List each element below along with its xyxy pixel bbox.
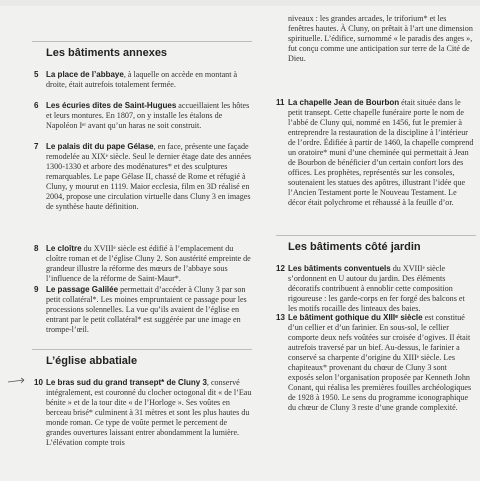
entry-heading: Le cloître <box>46 244 82 253</box>
entry-heading: Les écuries dites de Saint-Hugues <box>46 101 177 110</box>
entry-6 <box>34 101 252 131</box>
entry-heading: Le passage Galilée <box>46 285 119 294</box>
entry-number: 11 <box>276 98 285 107</box>
entry-heading: Le bras sud du grand transept* de Cluny 3 <box>46 378 207 387</box>
entry-heading: Les bâtiments conventuels <box>288 264 391 273</box>
entry-number: 10 <box>34 378 43 387</box>
entry-13 <box>276 313 474 413</box>
entry-text: niveaux : les grandes arcades, le triforium* et les fenêtres hautes. À Cluny, on prêtait à l’art une dimension spirituelle. L’édifice, surnommé « le paradis des anges », fut conçu comme une anticipation sur terre de la Cité de Dieu. <box>288 14 473 64</box>
entry-heading: La chapelle Jean de Bourbon <box>288 98 400 107</box>
entry-text: du XVIIIᵉ siècle s’ordonnent en U autour du jardin. Des éléments décoratifs contribuent à ennoblir cette composition rigoureuse : les garde-corps en fer forgé des balcons et les motifs rocaille des linteaux des baies. <box>288 264 465 314</box>
section-rule <box>32 349 252 350</box>
entry-heading: Le bâtiment gothique du XIIIᵉ siècle <box>288 313 423 322</box>
entry-text: accueillaient les hôtes et leurs montures. En 1807, on y installe les étalons de Napoléon Iᵉʳ avant qu’un haras ne soit construit. <box>46 101 250 131</box>
entry-10 <box>34 378 252 448</box>
entry-number: 8 <box>34 244 39 253</box>
entry-text: est constitué d’un cellier et d’un farinier. En sous-sol, le cellier comporte deux nefs voûtées sur croisée d’ogives. Il était autrefois traversé par un bief. Au-dessus, le farinier a conservé sa charpente d’origine du XIIIᵉ siècle. Les chapiteaux* provenant du chœur de Cluny 3 sont exposés selon l’organisation proposée par Kenneth John Conant, qui réalisa les premières fouilles archéologiques de 1928 à 1950. Le sens du programme iconographique du chœur de Cluny 3 reste d’une grande complexité. <box>288 313 472 413</box>
entry-number: 13 <box>276 313 285 322</box>
entry-12 <box>276 264 474 314</box>
entry-8 <box>34 244 252 284</box>
pencil-mark-icon <box>6 376 30 388</box>
entry-number: 12 <box>276 264 285 273</box>
entry-text: du XVIIIᵉ siècle est édifié à l’emplacement du cloître roman et de l’église Cluny 2. Son austérité empreinte de grandeur illustre la réforme des mœurs de l’abbaye sous l’influence de la réforme de Saint-Maur*. <box>46 244 251 284</box>
entry-text: , conservé intégralement, est couronné du clocher octogonal dit « de l’Eau bénite » et de la tour dite « de l’Horloge ». Ses voûtes en berceau brisé* culminent à 31 mètres et sont les plus hautes du monde roman. Ce type de voûte permet le percement de grandes ouvertures laissant entrer abondamment la lumière. L’élévation compte trois <box>46 378 252 448</box>
section-rule <box>276 235 476 236</box>
section-rule <box>32 41 252 42</box>
entry-number: 5 <box>34 70 39 79</box>
entry-text: , en face, présente une façade remodelée au XIXᵉ siècle. Seul le dernier étage date des années 1300-1330 et arbore des modénatures* et des sculptures remarquables. Le pape Gélase II, chassé de Rome et réfugié à Cluny, y mourut en 1119. Maior ecclesia, film en 3D réalisé en 2004, propose une circulation virtuelle dans Cluny 3 en images de synthèse haute définition. <box>46 142 251 212</box>
entry-5 <box>34 70 252 90</box>
entry-text: , à laquelle on accède en montant à droite, était autrefois totalement fermée. <box>46 70 238 90</box>
entry-text: était située dans le petit transept. Cette chapelle funéraire porte le nom de l’abbé de Cluny qui, nommé en 1456, fut le premier à entreprendre la restauration de la discipline à l’intérieur de l’ordre. Édifiée à partir de 1460, la chapelle comprend un oratoire* muni d’une cheminée qui permettait à Jean de Bourbon de bénéficier d’un certain confort lors des offices. Les prophètes, représentés sur les consoles, soutenaient les statues des apôtres, illustrant l’idée que l’Ancien Testament porte le Nouveau Testament. Le décor était polychrome et réhaussé à la feuille d’or. <box>288 98 474 208</box>
entry-number: 7 <box>34 142 39 151</box>
entry-11 <box>276 98 474 209</box>
section-title-eglise: L’église abbatiale <box>46 355 138 367</box>
entry-heading: Le palais dit du pape Gélase <box>46 142 154 151</box>
entry-number: 6 <box>34 101 39 110</box>
entry-heading: La place de l’abbaye <box>46 70 124 79</box>
entry-text: permettait d’accéder à Cluny 3 par son petit collatéral*. Les moines empruntaient ce passage pour les processions solennelles. La vue qu’ils avaient de l’église en entrant par le petit collatéral* est suggérée par une image en trompe-l’œil. <box>46 285 247 335</box>
section-title-jardin: Les bâtiments côté jardin <box>288 241 421 253</box>
section-title-annexes: Les bâtiments annexes <box>46 47 168 59</box>
entry-number: 9 <box>34 285 39 294</box>
entry-9 <box>34 285 252 335</box>
top-band <box>0 0 480 6</box>
entry-7 <box>34 142 252 212</box>
entry-10-continued <box>288 14 474 64</box>
